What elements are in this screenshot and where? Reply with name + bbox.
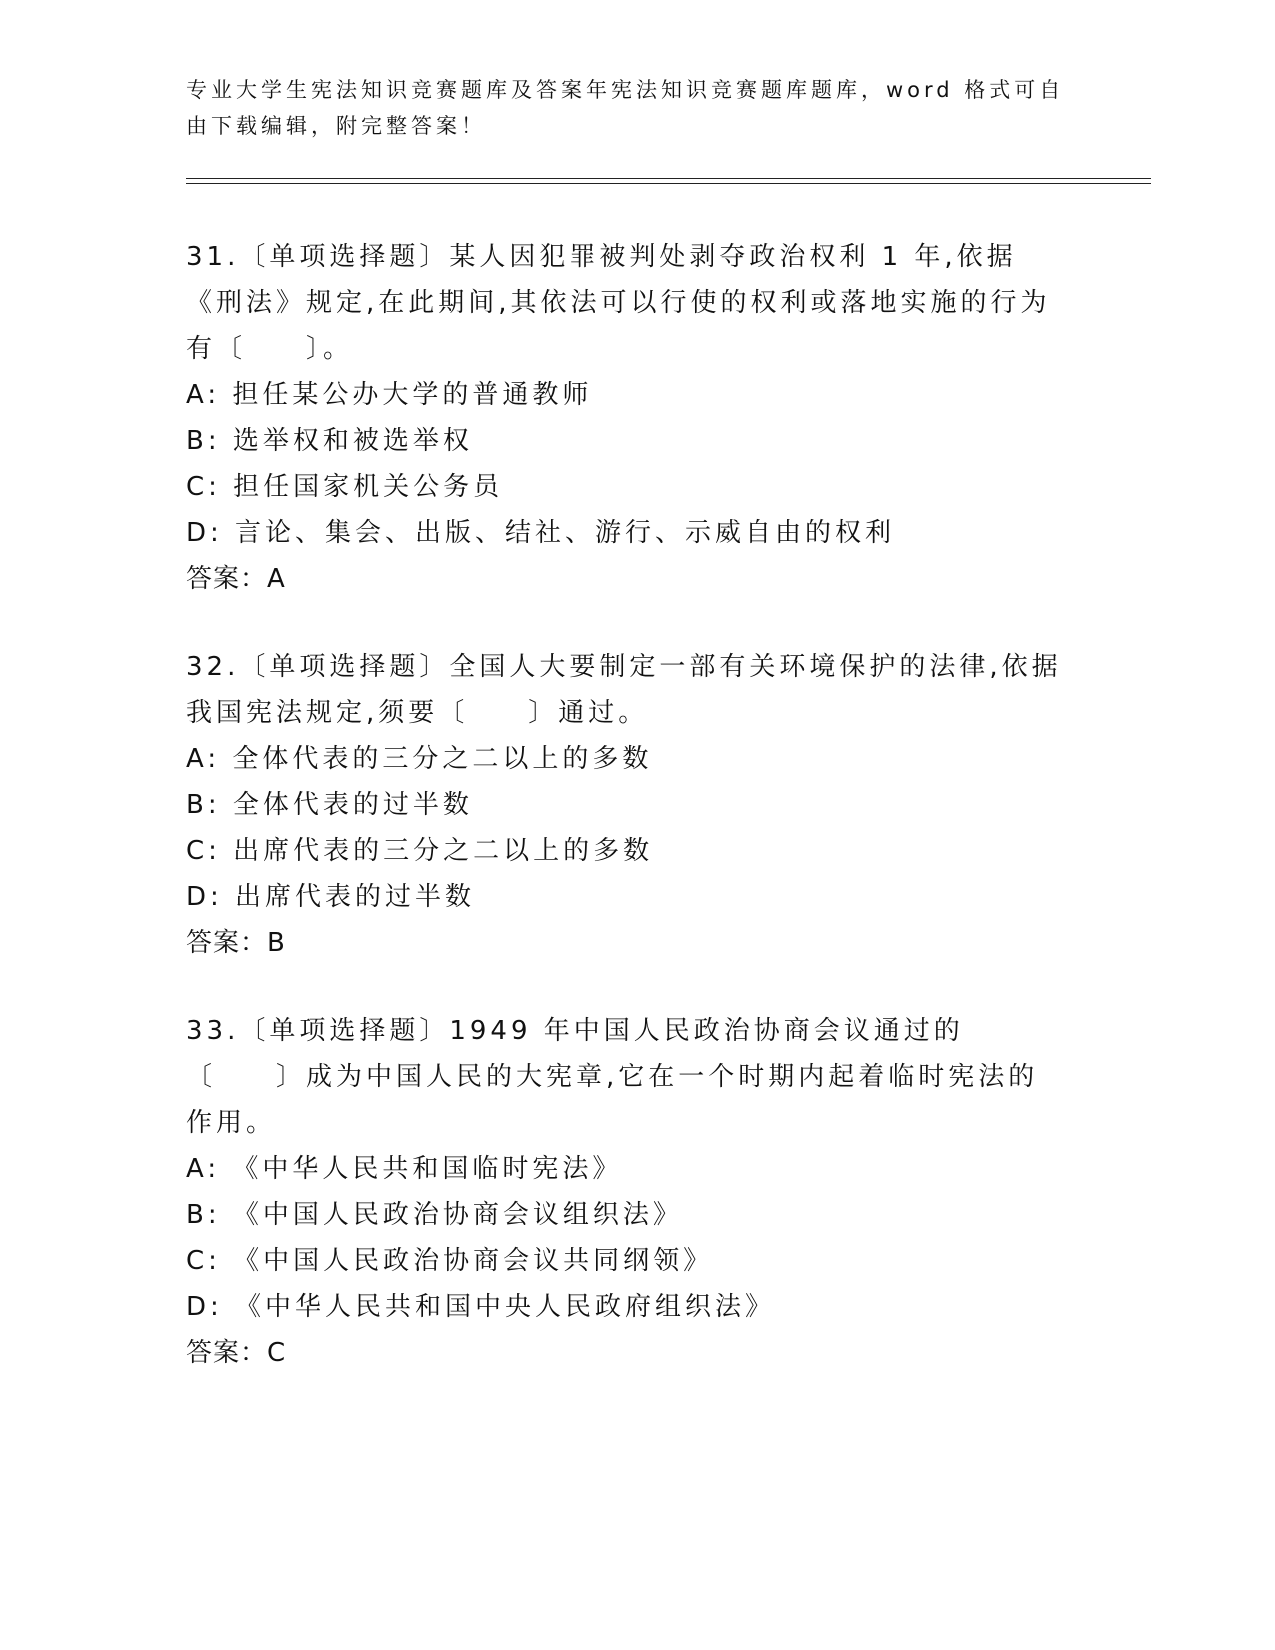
question-stem: 32.〔单项选择题〕全国人大要制定一部有关环境保护的法律,依据我国宪法规定,须要〔 〕通过。 — [186, 652, 1062, 728]
question-32 — [186, 644, 1066, 966]
answer-label: 答案：C — [186, 1338, 287, 1368]
option-d: D: 出席代表的过半数 — [186, 882, 476, 912]
question-stem: 31.〔单项选择题〕某人因犯罪被判处剥夺政治权利 1 年,依据《刑法》规定,在此期间,其依法可以行使的权利或落地实施的行为有〔 〕。 — [186, 242, 1051, 364]
option-a: A: 《中华人民共和国临时宪法》 — [186, 1154, 623, 1184]
option-b: B: 选举权和被选举权 — [186, 426, 473, 456]
header-divider-bottom — [186, 183, 1151, 184]
question-33 — [186, 1008, 1066, 1376]
question-31 — [186, 234, 1066, 602]
option-c: C: 《中国人民政治协商会议共同纲领》 — [186, 1246, 714, 1276]
option-b: B: 全体代表的过半数 — [186, 790, 473, 820]
option-a: A: 全体代表的三分之二以上的多数 — [186, 744, 653, 774]
option-c: C: 出席代表的三分之二以上的多数 — [186, 836, 654, 866]
option-d: D: 《中华人民共和国中央人民政府组织法》 — [186, 1292, 776, 1322]
document-intro: 专业大学生宪法知识竞赛题库及答案年宪法知识竞赛题库题库，word 格式可自由下载编辑，附完整答案！ — [186, 78, 1065, 138]
option-a: A: 担任某公办大学的普通教师 — [186, 380, 593, 410]
question-stem: 33.〔单项选择题〕1949 年中国人民政治协商会议通过的〔 〕成为中国人民的大宪章,它在一个时期内起着临时宪法的作用。 — [186, 1016, 1039, 1138]
header-divider-top — [186, 178, 1151, 179]
option-c: C: 担任国家机关公务员 — [186, 472, 504, 502]
option-b: B: 《中国人民政治协商会议组织法》 — [186, 1200, 683, 1230]
option-d: D: 言论、集会、出版、结社、游行、示威自由的权利 — [186, 518, 896, 548]
answer-label: 答案：A — [186, 564, 286, 594]
answer-label: 答案：B — [186, 928, 286, 958]
